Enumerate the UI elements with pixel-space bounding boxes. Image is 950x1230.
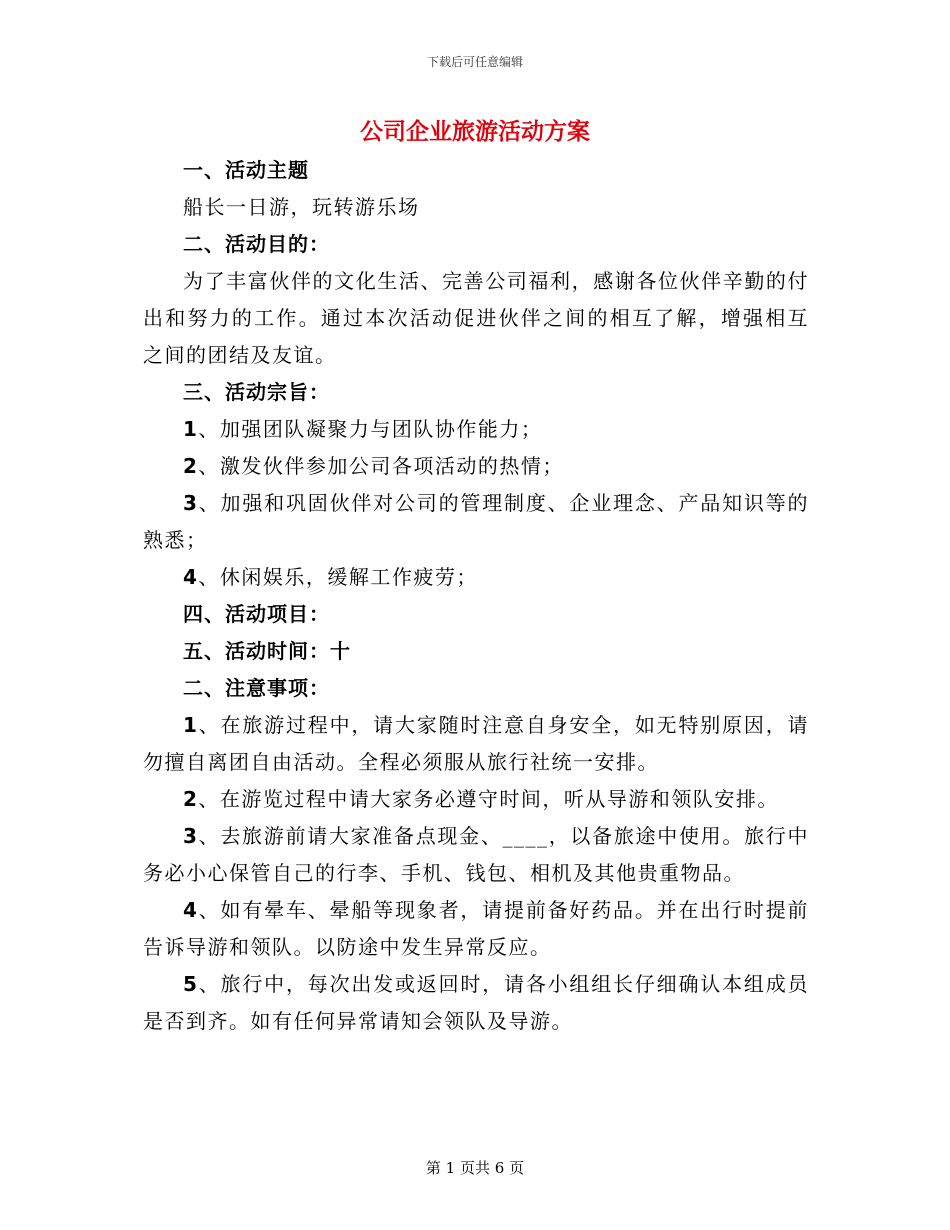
document-title: 公司企业旅游活动方案: [360, 118, 590, 145]
notes-item: 5、旅行中，每次出发或返回时，请各小组组长仔细确认本组成员是否到齐。如有任何异常请知会领队及导游。: [143, 972, 809, 1033]
section-heading-time: 五、活动时间：十: [183, 639, 351, 663]
page-footer: 第 1 页共 6 页: [425, 1159, 525, 1177]
document-body: [143, 152, 809, 1040]
section-heading-project: 四、活动项目：: [183, 602, 330, 626]
section-heading-aim: 三、活动宗旨：: [183, 380, 330, 404]
aim-item: 3、加强和巩固伙伴对公司的管理制度、企业理念、产品知识等的熟悉；: [143, 491, 809, 552]
theme-text: 船长一日游，玩转游乐场: [183, 195, 420, 219]
aim-item: 4、休闲娱乐，缓解工作疲劳；: [183, 565, 478, 589]
aim-item: 2、激发伙伴参加公司各项活动的热情；: [183, 454, 564, 478]
page-header: 下载后可任意编辑: [426, 55, 523, 69]
section-heading-purpose: 二、活动目的：: [183, 232, 330, 256]
notes-item: 2、在游览过程中请大家务必遵守时间，听从导游和领队安排。: [183, 787, 779, 811]
purpose-text: 为了丰富伙伴的文化生活、完善公司福利，感谢各位伙伴辛勤的付出和努力的工作。通过本次活动促进伙伴之间的相互了解，增强相互之间的团结及友谊。: [143, 269, 809, 367]
notes-item: 4、如有晕车、晕船等现象者，请提前备好药品。并在出行时提前告诉导游和领队。以防途中发生异常反应。: [143, 898, 809, 959]
notes-item: 1、在旅游过程中，请大家随时注意自身安全，如无特别原因，请勿擅自离团自由活动。全程必须服从旅行社统一安排。: [143, 713, 809, 774]
section-heading-notes: 二、注意事项：: [183, 676, 330, 700]
notes-item: 3、去旅游前请大家准备点现金、____，以备旅途中使用。旅行中务必小心保管自己的行李、手机、钱包、相机及其他贵重物品。: [143, 824, 809, 885]
aim-item: 1、加强团队凝聚力与团队协作能力；: [183, 417, 543, 441]
section-heading-theme: 一、活动主题: [183, 158, 309, 182]
